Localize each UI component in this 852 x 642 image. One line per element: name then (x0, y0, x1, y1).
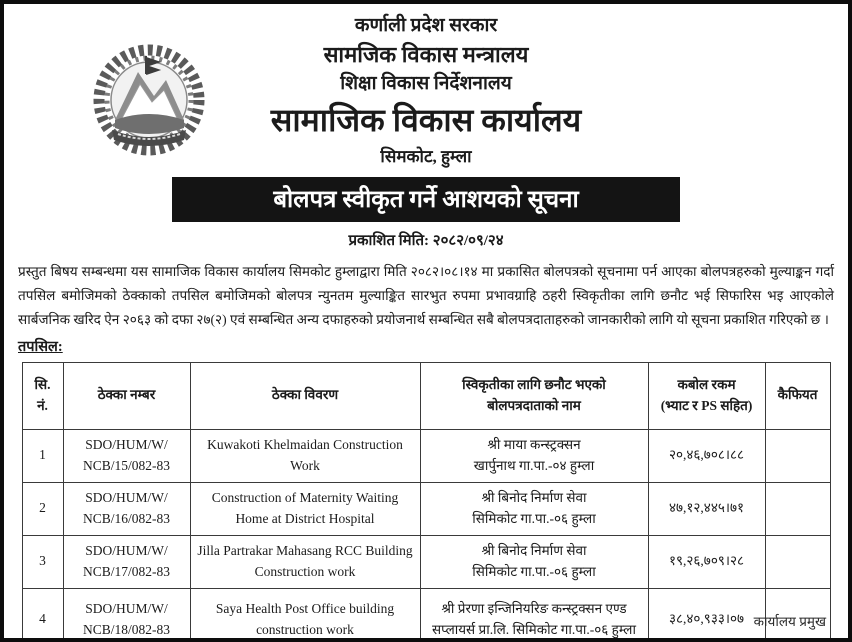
header-contract-description: ठेक्का विवरण (190, 362, 420, 429)
cell-remarks (765, 535, 830, 588)
notice-title-banner: बोलपत्र स्वीकृत गर्ने आशयको सूचना (172, 177, 680, 222)
table-row (22, 535, 830, 588)
office-chief-signature-label: कार्यालय प्रमुख (753, 614, 826, 629)
cell-serial-number: 3 (22, 535, 63, 588)
cell-serial-number: 4 (22, 588, 63, 642)
header-bid-amount: कबोल रकम (भ्याट र PS सहित) (648, 362, 765, 429)
cell-contract-description: Kuwakoti Khelmaidan Construction Work (190, 429, 420, 482)
cell-serial-number: 2 (22, 482, 63, 535)
table-row (22, 429, 830, 482)
letterhead-government-line: कर्णाली प्रदेश सरकार (354, 15, 498, 36)
letterhead-office-name: सामाजिक विकास कार्यालय (270, 102, 582, 138)
header-selected-bidder: स्विकृतीका लागि छनौट भएको बोलपत्रदाताको नाम (420, 362, 648, 429)
cell-contract-number: SDO/HUM/W/ NCB/15/082-83 (63, 429, 190, 482)
cell-remarks (765, 429, 830, 482)
cell-selected-bidder: श्री बिनोद निर्माण सेवा सिमिकोट गा.पा.-०६ हुम्ला (420, 535, 648, 588)
cell-serial-number: 1 (22, 429, 63, 482)
cell-selected-bidder: श्री माया कन्स्ट्रक्सन खार्पुनाथ गा.पा.-०४ हुम्ला (420, 429, 648, 482)
cell-contract-description: Construction of Maternity Waiting Home at District Hospital (190, 482, 420, 535)
cell-bid-amount: ३८,४०,९३३।०७ (648, 588, 765, 642)
cell-contract-description: Saya Health Post Office building construction work (190, 588, 420, 642)
cell-contract-number: SDO/HUM/W/ NCB/16/082-83 (63, 482, 190, 535)
letterhead-location: सिमकोट, हुम्ला (380, 147, 472, 166)
notice-body-paragraph: प्रस्तुत बिषय सम्बन्धमा यस सामाजिक विकास कार्यालय सिमकोट हुम्लाद्वारा मिति २०८२।०८।१४ मा प्रकासित बोलपत्रको सूचनामा पर्न आएका बोलपत्रहरुको मुल्याङ्कन गर्दा तपसिल बमोजिमको ठेक्काको तपसिल बमोजिमको बोलपत्र न्युनतम मुल्याङ्कित सारभुत रुपमा प्रभावग्राहि ठहरी स्विकृतीका लागि छनौट भई सिफारिस भइ आएकोले सार्बजनिक खरिद ऐन २०६३ को दफा २७(२) एवं सम्बन्धित अन्य दफाहरुको प्रयोजनार्थ सम्बन्धित सबै बोलपत्रदाताहरुको जानकारीको लागि यो सूचना प्रकाशित गरिएको छ । (18, 264, 834, 327)
header-serial-number: सि. नं. (22, 362, 63, 429)
cell-bid-amount: २०,४६,७०८।८८ (648, 429, 765, 482)
karnali-province-emblem-logo (88, 38, 210, 166)
tender-table (22, 362, 831, 642)
tapasil-label: तपसिल: (18, 338, 63, 355)
cell-contract-number: SDO/HUM/W/ NCB/17/082-83 (63, 535, 190, 588)
table-row (22, 482, 830, 535)
cell-remarks (765, 482, 830, 535)
cell-bid-amount: १९,२६,७०९।२८ (648, 535, 765, 588)
cell-contract-description: Jilla Partrakar Mahasang RCC Building Construction work (190, 535, 420, 588)
letterhead-ministry-line: सामजिक विकास मन्त्रालय (323, 41, 529, 67)
header-contract-number: ठेक्का नम्बर (63, 362, 190, 429)
published-date: प्रकाशित मिति: २०८२/०९/२४ (348, 233, 504, 250)
cell-selected-bidder: श्री प्रेरणा इन्जिनियरिङ कन्स्ट्रक्सन एण्ड सप्लायर्स प्रा.लि. सिमिकोट गा.पा.-०६ हुम्ला (420, 588, 648, 642)
government-emblem-icon (88, 38, 210, 166)
cell-bid-amount: ४७,१२,४४५।७१ (648, 482, 765, 535)
letterhead-directorate-line: शिक्षा विकास निर्देशनालय (340, 73, 512, 95)
cell-selected-bidder: श्री बिनोद निर्माण सेवा सिमिकोट गा.पा.-०६ हुम्ला (420, 482, 648, 535)
table-header-row (22, 362, 830, 429)
cell-contract-number: SDO/HUM/W/ NCB/18/082-83 (63, 588, 190, 642)
table-row (22, 588, 830, 642)
header-remarks: कैफियत (765, 362, 830, 429)
